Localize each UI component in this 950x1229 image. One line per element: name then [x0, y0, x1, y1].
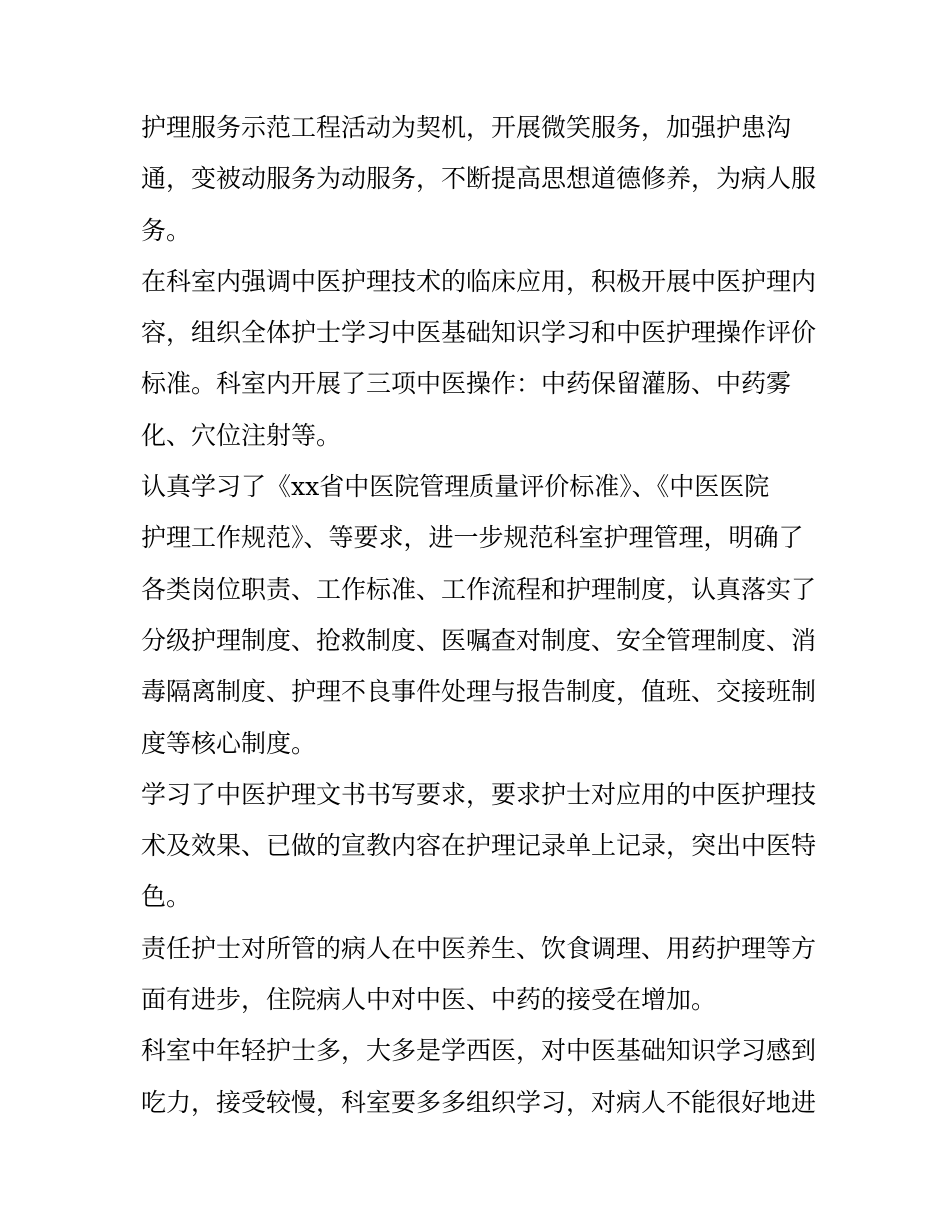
text-line: 化、穴位注射等。 — [141, 420, 342, 450]
text-line: 度等核心制度。 — [141, 728, 317, 758]
text-line: 容，组织全体护士学习中医基础知识学习和中医护理操作评价 — [141, 318, 817, 348]
text-line: 各类岗位职责、工作标准、工作流程和护理制度，认真落实了 — [141, 574, 817, 604]
text-line: 色。 — [141, 882, 192, 912]
text-line: 分级护理制度、抢救制度、医嘱查对制度、安全管理制度、消 — [141, 625, 817, 655]
text-line: 毒隔离制度、护理不良事件处理与报告制度，值班、交接班制 — [141, 677, 817, 707]
text-line: 护理工作规范》、等要求，进一步规范科室护理管理，明确了 — [141, 523, 804, 553]
text-line: 在科室内强调中医护理技术的临床应用，积极开展中医护理内 — [141, 266, 817, 296]
text-line: 面有进步，住院病人中对中医、中药的接受在增加。 — [141, 985, 717, 1015]
text-line: 认真学习了《xx省中医院管理质量评价标准》、《中医医院 — [141, 472, 770, 502]
text-line: 责任护士对所管的病人在中医养生、饮食调理、用药护理等方 — [141, 933, 817, 963]
text-line: 务。 — [141, 215, 192, 245]
text-line: 标准。科室内开展了三项中医操作：中药保留灌肠、中药雾 — [141, 369, 792, 399]
text-line: 护理服务示范工程活动为契机，开展微笑服务，加强护患沟 — [141, 113, 792, 142]
text-line: 吃力，接受较慢，科室要多多组织学习，对病人不能很好地进 — [141, 1087, 817, 1117]
text-line: 术及效果、已做的宣教内容在护理记录单上记录，突出中医特 — [141, 831, 817, 861]
text-line: 通，变被动服务为动服务，不断提高思想道德修养，为病人服 — [141, 164, 817, 194]
body-text — [141, 102, 841, 1128]
text-line: 学习了中医护理文书书写要求，要求护士对应用的中医护理技 — [141, 779, 817, 809]
text-line: 科室中年轻护士多，大多是学西医，对中医基础知识学习感到 — [141, 1036, 817, 1066]
